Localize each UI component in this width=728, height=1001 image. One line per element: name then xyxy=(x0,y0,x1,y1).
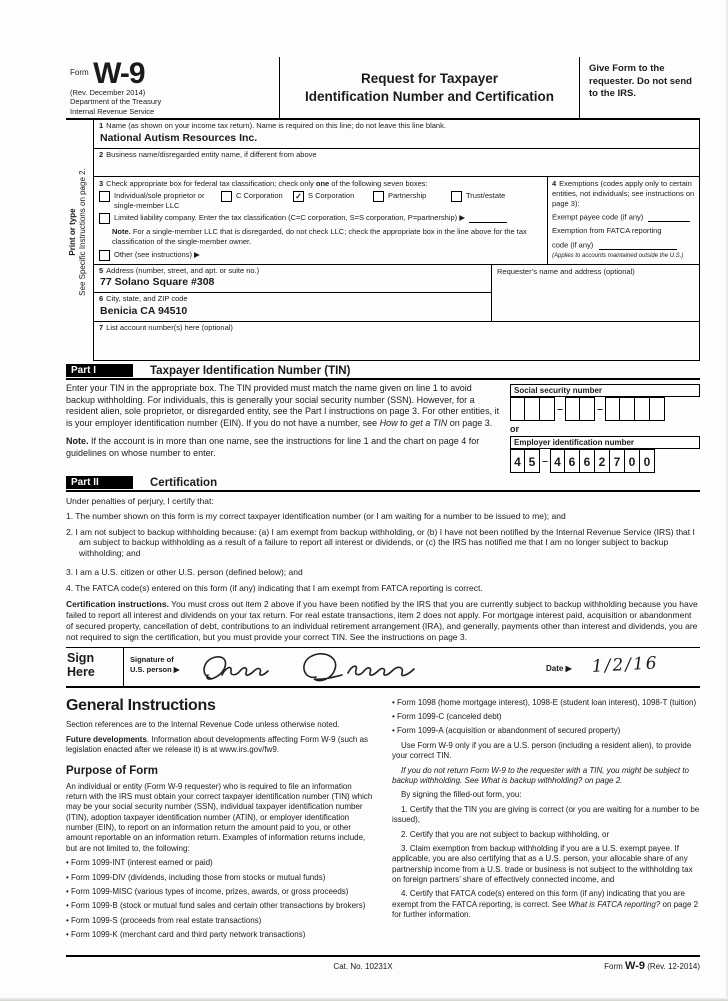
signing-item-4 xyxy=(392,889,700,920)
bullet-1099-div: • Form 1099-DIV (dividends, including those from stocks or mutual funds) xyxy=(66,873,374,883)
form-title xyxy=(280,57,580,118)
line2-business-row xyxy=(94,149,699,177)
line1-name-value[interactable]: National Autism Resources Inc. xyxy=(100,131,258,144)
ssn-cell[interactable] xyxy=(635,397,650,421)
department-line1: Department of the Treasury xyxy=(70,97,162,107)
purpose-of-form-title: Purpose of Form xyxy=(66,764,159,777)
date-field[interactable]: 1/2/16 xyxy=(591,652,660,677)
llc-label: Limited liability company. Enter the tax classification (C=C corporation, S=S corporation, P=partnership) ▶ xyxy=(114,213,465,223)
certification-instructions xyxy=(66,599,700,642)
ssn-cell[interactable] xyxy=(525,397,540,421)
part1-badge: Part I xyxy=(66,364,133,377)
future-developments-text: . Information about developments affecting Form W-9 (such as legislation enacted after we release it) is at www.irs.gov/fw9. xyxy=(66,734,369,755)
or-text: or xyxy=(510,424,519,434)
part1-body xyxy=(66,380,700,473)
form-revision: (Rev. December 2014) xyxy=(70,88,146,97)
signature-of-label xyxy=(124,648,196,686)
ein-cell[interactable]: 4 xyxy=(510,449,525,473)
partnership-checkbox[interactable] xyxy=(373,191,384,202)
ein-cell[interactable]: 4 xyxy=(550,449,565,473)
line2-label: Business name/disregarded entity name, if different from above xyxy=(106,149,317,159)
bullet-1099-k: • Form 1099-K (merchant card and third party network transactions) xyxy=(66,930,374,940)
classification-individual xyxy=(99,191,215,210)
line3-label-pre: Check appropriate box for federal tax classification; check only xyxy=(106,179,316,188)
part2-body xyxy=(66,492,700,643)
form-number: W-9 xyxy=(93,57,145,90)
classification-partnership xyxy=(373,191,445,210)
ssn-cell[interactable] xyxy=(540,397,555,421)
line5-number: 5 xyxy=(99,265,104,275)
form-footer xyxy=(66,955,700,972)
fatca-code-blank[interactable] xyxy=(599,240,677,250)
ssn-cells xyxy=(510,397,700,421)
bullet-1099-misc: • Form 1099-MISC (various types of income, prizes, awards, or gross proceeds) xyxy=(66,887,374,897)
line6-number: 6 xyxy=(99,294,104,304)
line7-account-row xyxy=(94,322,699,360)
llc-note-text: For a single-member LLC that is disregarded, do not check LLC; check the appropriate box in the line above for the tax classification of the single-member owner. xyxy=(112,227,527,246)
signing-item-2: 2. Certify that you are not subject to backup withholding, or xyxy=(401,829,610,839)
ssn-cell[interactable] xyxy=(620,397,635,421)
line3-number: 3 xyxy=(99,179,104,188)
fatca-line2-wrap xyxy=(552,240,695,250)
exempt-payee-blank[interactable] xyxy=(648,212,690,222)
bullet-1098: • Form 1098 (home mortgage interest), 1098-E (student loan interest), 1098-T (tuition) xyxy=(392,698,700,708)
certification-item-1: 1. The number shown on this form is my correct taxpayer identification number (or I am waiting for a number to be issued to me); and xyxy=(66,510,566,521)
general-instructions xyxy=(66,696,700,945)
bullet-1099-s: • Form 1099-S (proceeds from real estate transactions) xyxy=(66,916,374,926)
department-line2: Internal Revenue Service xyxy=(70,106,155,116)
part2-header xyxy=(66,476,700,492)
purpose-paragraph: An individual or entity (Form W-9 requester) who is required to file an information return with the IRS must obtain your correct taxpayer identification number (TIN) which may be your social security number (SSN), individual taxpayer identification number (ITIN), adoption taxpayer identification number (ATIN), or employer identification number (EIN), to report on an information return the amount paid to you, or other amount reportable on an information return. Examples of information returns include, but are not limited to, the following: xyxy=(66,781,373,853)
line7-number: 7 xyxy=(99,322,104,332)
ein-cell[interactable]: 7 xyxy=(610,449,625,473)
ssn-dash: – xyxy=(597,403,603,415)
form-id-block xyxy=(66,57,280,118)
line5-address-value[interactable]: 77 Solano Square #308 xyxy=(100,276,215,288)
tin-boxes xyxy=(510,383,700,473)
section-references: Section references are to the Internal Revenue Code unless otherwise noted. xyxy=(66,720,340,730)
ssn-cell[interactable] xyxy=(605,397,620,421)
part1-note-text: If the account is in more than one name, see the instructions for line 1 and the chart on page 4 for guidelines on whose number to enter. xyxy=(66,436,480,458)
part1-title: Taxpayer Identification Number (TIN) xyxy=(150,365,351,377)
signature-of-line1: Signature of xyxy=(130,654,174,664)
certification-intro: Under penalties of perjury, I certify that: xyxy=(66,496,214,506)
line6-city-value[interactable]: Benicia CA 94510 xyxy=(100,304,188,317)
line4-label: Exemptions (codes apply only to certain entities, not individuals; see instructions on page 3): xyxy=(552,179,695,208)
classification-llc xyxy=(99,213,543,224)
ein-cell[interactable]: 6 xyxy=(580,449,595,473)
fatca-line2: code (if any) xyxy=(552,240,594,250)
form-title-line1: Request for Taxpayer xyxy=(360,71,499,87)
ssn-cell[interactable] xyxy=(510,397,525,421)
line1-label: Name (as shown on your income tax return). Name is required on this line; do not leave this line blank. xyxy=(106,121,446,131)
requester-label: Requester’s name and address (optional) xyxy=(497,266,635,276)
give-form-notice: Give Form to the requester. Do not send to the IRS. xyxy=(589,63,692,100)
use-form-paragraph: Use Form W-9 only if you are a U.S. person (including a resident alien), to provide your correct TIN. xyxy=(392,740,692,761)
backup-withholding-paragraph: If you do not return Form W-9 to the requester with a TIN, you might be subject to backup withholding. See What is backup withholding? on page 2. xyxy=(392,765,689,785)
line2-number: 2 xyxy=(99,149,104,159)
c-corporation-checkbox[interactable] xyxy=(221,191,232,202)
requester-box[interactable] xyxy=(491,265,699,321)
form-header xyxy=(66,57,700,120)
signing-item-4-pre: 4. Certify that FATCA code(s) entered on this form (if any) indicating that you are exempt from the FATCA reporting, is correct. See xyxy=(392,889,685,909)
certification-instructions-text: You must cross out item 2 above if you have been notified by the IRS that you are currently subject to backup withholding because you have failed to report all interest and dividends on your tax return. For real estate transactions, item 2 does not apply. For mortgage interest paid, acquisition or abandonment of secured property, cancellation of debt, contributions to an individual retirement arrangement (IRA), and generally, payments other than interest and dividends, you are not required to sign the certification, but you must provide your correct TIN. See the instructions on page 3. xyxy=(66,599,698,642)
part1-paragraph-italic: How to get a TIN xyxy=(379,417,448,428)
line3-label-bold: one xyxy=(315,179,330,188)
sidebar-print-or-type: Print or type xyxy=(68,208,77,256)
instructions-right-column xyxy=(383,696,700,945)
exempt-payee-line xyxy=(552,212,695,222)
line6-label: City, state, and ZIP code xyxy=(106,294,188,304)
sign-here-label xyxy=(66,648,124,686)
llc-note-lead: Note. xyxy=(112,227,131,237)
signature-row xyxy=(66,647,700,688)
ein-cell[interactable]: 2 xyxy=(595,449,610,473)
s-corporation-checkbox checked-checkbox-icon[interactable]: ✓ xyxy=(293,191,304,202)
form-body xyxy=(66,57,700,972)
part1-paragraph-pre: Enter your TIN in the appropriate box. The TIN provided must match the name given on line 1 to avoid backup withholding. For individuals, this is generally your social security number (SSN). However, for a resident alien, sole proprietor, or disregarded entity, see the Part I instructions on page 3. For other entities, it is your employer identification number (EIN). If you do not have a number, see xyxy=(66,383,500,428)
signing-item-4-post: on page 2 for further information. xyxy=(392,899,699,920)
part1-note xyxy=(66,436,500,459)
bullet-1099-a: • Form 1099-A (acquisition or abandonment of secured property) xyxy=(392,726,700,736)
certification-item-3: 3. I am a U.S. citizen or other U.S. person (defined below); and xyxy=(66,566,303,577)
signing-item-3: 3. Claim exemption from backup withholding if you are a U.S. exempt payee. If applicable, you are also certifying that as a U.S. person, your allocable share of any partnership income from a U.S. trade or business is not subject to the withholding tax on foreign partners’ share of effectively connected income, and xyxy=(392,843,693,885)
line3-classification xyxy=(94,177,547,264)
other-label: Other (see instructions) ▶ xyxy=(114,249,200,259)
individual-label: Individual/sole proprietor or single-member LLC xyxy=(114,191,205,210)
general-instructions-title: General Instructions xyxy=(66,696,216,714)
line5-address-row xyxy=(94,265,491,294)
line4-exemptions xyxy=(547,177,699,264)
footer-form-number: W-9 xyxy=(625,959,645,972)
ein-cells xyxy=(510,449,700,473)
part1-header xyxy=(66,364,700,380)
certification-item-2: 2. I am not subject to backup withholding because: (a) I am exempt from backup withholding, or (b) I have not been notified by the Internal Revenue Service (IRS) that I am subject to backup withholding as a result of a failure to report all interest or dividends, or (c) the IRS has notified me that I am no longer subject to backup withholding; and xyxy=(66,526,695,559)
form-word: Form xyxy=(70,68,89,77)
ein-dash: – xyxy=(542,455,548,467)
date-label: Date ▶ xyxy=(546,663,572,673)
catalog-number: Cat. No. 10231X xyxy=(333,961,393,971)
footer-form-id xyxy=(540,960,700,972)
bullet-1099-int: • Form 1099-INT (interest earned or paid) xyxy=(66,858,374,868)
classification-s-corporation xyxy=(293,191,367,210)
instructions-left-column xyxy=(66,696,383,945)
identity-table xyxy=(93,120,700,361)
s-corporation-label: S Corporation xyxy=(308,191,355,201)
footer-form-word: Form xyxy=(604,961,623,971)
signing-item-4-italic: What is FATCA reporting? xyxy=(568,899,661,909)
by-signing-paragraph: By signing the filled-out form, you: xyxy=(401,790,522,800)
sidebar-see-instructions: See Specific Instructions on page 2. xyxy=(78,168,88,296)
line3-line4-row xyxy=(94,177,699,265)
line7-account-value[interactable] xyxy=(99,332,694,348)
line2-business-value[interactable] xyxy=(99,159,694,175)
line5-label: Address (number, street, and apt. or suite no.) xyxy=(106,265,260,275)
part1-note-lead: Note. xyxy=(66,436,89,447)
line1-name-row xyxy=(94,120,699,149)
line4-number: 4 xyxy=(552,179,557,188)
classification-trust-estate xyxy=(451,191,519,210)
handwritten-signature-image xyxy=(196,650,446,686)
signature-of-line2: U.S. person ▶ xyxy=(130,664,180,674)
ein-cell[interactable]: 6 xyxy=(565,449,580,473)
form-title-line2: Identification Number and Certification xyxy=(304,88,555,104)
ssn-label: Social security number xyxy=(510,384,700,397)
part1-paragraph-post: on page 3. xyxy=(447,417,493,428)
other-checkbox[interactable] xyxy=(99,250,110,261)
ssn-dash: – xyxy=(557,403,563,415)
line1-number: 1 xyxy=(99,121,104,131)
ein-cell[interactable]: 0 xyxy=(625,449,640,473)
line5-line6-row xyxy=(94,265,699,322)
c-corporation-label: C Corporation xyxy=(236,191,283,201)
ssn-cell[interactable] xyxy=(650,397,665,421)
llc-note xyxy=(112,227,543,247)
sign-word: Sign xyxy=(67,650,95,665)
print-or-type-sidebar xyxy=(66,124,93,340)
part2-title: Certification xyxy=(150,477,218,489)
certification-item-4: 4. The FATCA code(s) entered on this form (if any) indicating that I am exempt from FATCA reporting is correct. xyxy=(66,582,483,593)
ssn-cell[interactable] xyxy=(565,397,580,421)
signing-item-1: 1. Certify that the TIN you are giving is correct (or you are waiting for a number to be issued), xyxy=(392,804,700,825)
line3-label-post: of the following seven boxes: xyxy=(329,179,428,188)
classification-other xyxy=(99,250,543,261)
trust-estate-checkbox[interactable] xyxy=(451,191,462,202)
line7-label: List account number(s) here (optional) xyxy=(106,322,233,332)
fatca-footnote: (Applies to accounts maintained outside the U.S.) xyxy=(552,253,684,259)
partnership-label: Partnership xyxy=(388,191,427,201)
part1-paragraph xyxy=(66,383,500,429)
exempt-payee-label: Exempt payee code (if any) xyxy=(552,212,644,222)
trust-estate-label: Trust/estate xyxy=(466,191,506,201)
part2-badge: Part II xyxy=(66,476,133,489)
llc-checkbox[interactable] xyxy=(99,213,110,224)
bullet-1099-c: • Form 1099-C (canceled debt) xyxy=(392,712,700,722)
ssn-cell[interactable] xyxy=(580,397,595,421)
llc-classification-blank[interactable] xyxy=(469,213,507,223)
certification-instructions-lead: Certification instructions. xyxy=(66,599,169,610)
ein-cell[interactable]: 0 xyxy=(640,449,655,473)
future-developments xyxy=(66,735,374,756)
bullet-1099-b: • Form 1099-B (stock or mutual fund sales and certain other transactions by brokers) xyxy=(66,901,374,911)
signature-field[interactable] xyxy=(196,648,546,686)
future-developments-lead: Future developments xyxy=(66,734,147,744)
individual-checkbox[interactable] xyxy=(99,191,110,202)
fatca-line1: Exemption from FATCA reporting xyxy=(552,226,662,236)
footer-revision: (Rev. 12-2014) xyxy=(647,961,700,971)
scan-shadow-bottom xyxy=(0,997,728,1001)
line6-city-row xyxy=(94,293,491,321)
classification-c-corporation xyxy=(221,191,287,210)
ein-cell[interactable]: 5 xyxy=(525,449,540,473)
here-word: Here xyxy=(67,664,95,679)
ein-label: Employer identification number xyxy=(510,436,700,449)
